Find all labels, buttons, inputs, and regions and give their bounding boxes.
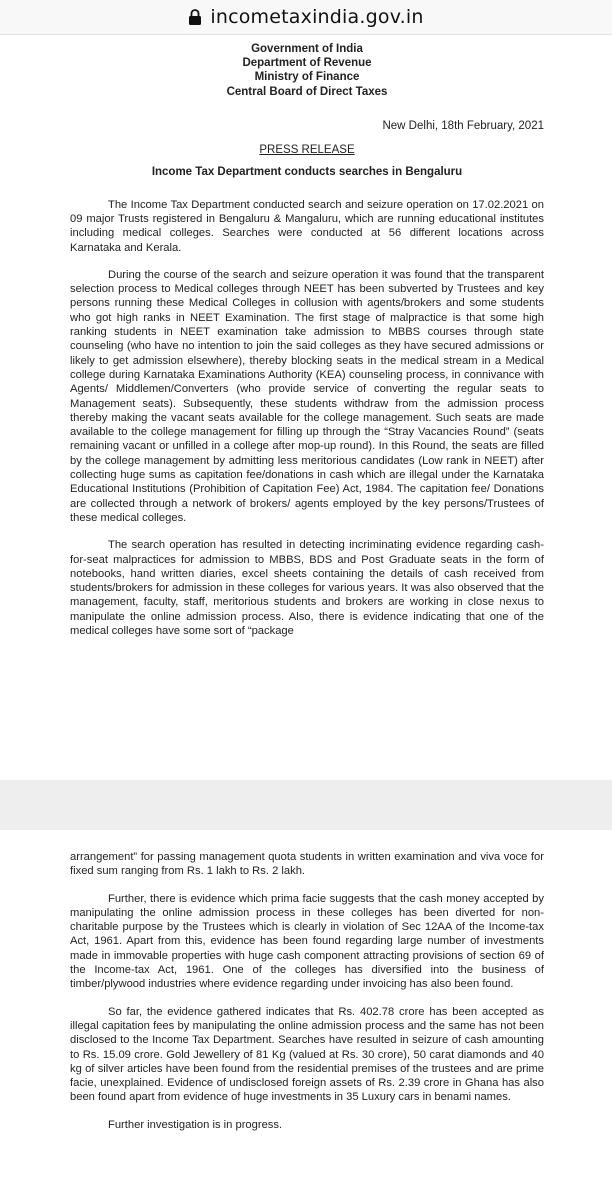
paragraph-3: The search operation has resulted in detecting incriminating evidence regarding cash-for-seat malpractices for admission to MBBS, BDS and Post Graduate seats in the form of notebooks, hand written diaries, excel sheets containing the details of cash received from students/brokers for admission in these colleges for various years. It was also observed that the management, faculty, staff, meritorious students and brokers are working in close nexus to manipulate the online admission process. Also, there is evidence indicating that one of the medical colleges have some sort of “package bbox=[70, 539, 544, 638]
page-separator bbox=[0, 780, 612, 830]
paragraph-6: So far, the evidence gathered indicates that Rs. 402.78 crore has been accepted as illegal capitation fees by manipulating the online admission process and the same has not been disclosed to the Income Tax Department. Searches have resulted in seizure of cash amounting to Rs. 15.09 crore. Gold Jewellery of 81 Kg (valued at Rs. 30 crore), 50 carat diamonds and 40 kg of silver articles have been found from the residential premises of the trustees and are prime facie, unexplained. Evidence of undisclosed foreign assets of Rs. 2.39 crore in Ghana has also been found apart from evidence of huge investments in 35 Luxury cars in benami names. bbox=[70, 1005, 544, 1104]
release-date: New Delhi, 18th February, 2021 bbox=[382, 119, 544, 132]
subject-heading: Income Tax Department conducts searches in Bengaluru bbox=[151, 166, 463, 179]
paragraph-7: Further investigation is in progress. bbox=[108, 1118, 283, 1131]
lock-icon bbox=[188, 9, 202, 25]
letterhead-line-4: Central Board of Direct Taxes bbox=[226, 85, 388, 98]
letterhead-line-1: Government of India bbox=[251, 43, 363, 55]
document-page-1 bbox=[0, 35, 612, 780]
paragraph-4: arrangement” for passing management quota students in written examination and viva voce for fixed sum ranging from Rs. 1 lakh to Rs. 2 lakh. bbox=[70, 851, 544, 878]
url-text[interactable]: incometaxindia.gov.in bbox=[210, 6, 424, 28]
page-2-content bbox=[70, 850, 544, 1132]
paragraph-2: During the course of the search and seizure operation it was found that the transparent selection process to Medical colleges through NEET has been subverted by Trustees and key persons running these Medical Colleges in collusion with agents/brokers and some students who got high ranks in NEET Examination. The first stage of malpractice is that some high ranking students in NEET examination take admission to MBBS courses through state counseling (who have no intention to join the said colleges as they have secured admissions or likely to get admission elsewhere), thereby blocking seats in the medical stream in a Medical college during Karnataka Examinations Authority (KEA) counseling process, in connivance with Agents/ Middlemen/Converters (who provide service of converting the regular seats to Management seats). Subsequently, these students withdraw from the admission process thereby making the vacant seats available for the college management. Such seats are made available to the college management for filling up through the “Stray Vacancies Round” (seats remaining vacant or unfilled in a college after mop-up round). In this Round, the seats are filled by the college management by admitting less meritorious candidates (Low rank in NEET) after collecting huge sums as capitation fee/donations in cash which are illegal under the Karnataka Educational Institutions (Prohibition of Capitation Fee) Act, 1984. The capitation fee/ Donations are collected through a network of brokers/ agents employed by the key persons/Trustees of these medical colleges. bbox=[70, 268, 544, 524]
address-bar[interactable] bbox=[0, 0, 612, 35]
letterhead bbox=[70, 42, 544, 99]
paragraph-5: Further, there is evidence which prima facie suggests that the cash money accepted by manipulating the online admission process in these colleges has been diverted for non-charitable purpose by the Trustees which is clearly in violation of Sec 12AA of the Income-tax Act, 1961. Apart from this, evidence has been found regarding large number of investments made in immovable properties with huge cash component attracting provisions of section 69 of the Income-tax Act, 1961. One of the colleges has diversified into the business of timber/plywood industries where evidence regarding under invoicing has also been found. bbox=[70, 892, 544, 991]
press-release-label: PRESS RELEASE bbox=[259, 144, 355, 157]
letterhead-line-2: Department of Revenue bbox=[242, 57, 372, 70]
page-1-content bbox=[70, 35, 544, 638]
document-page-2 bbox=[0, 830, 612, 1200]
letterhead-line-3: Ministry of Finance bbox=[254, 71, 360, 84]
paragraph-1: The Income Tax Department conducted search and seizure operation on 17.02.2021 on 09 major Trusts registered in Bengaluru & Mangaluru, which are running educational institutes including medical colleges. Searches were conducted at 56 different locations across Karnataka and Kerala. bbox=[70, 198, 544, 254]
